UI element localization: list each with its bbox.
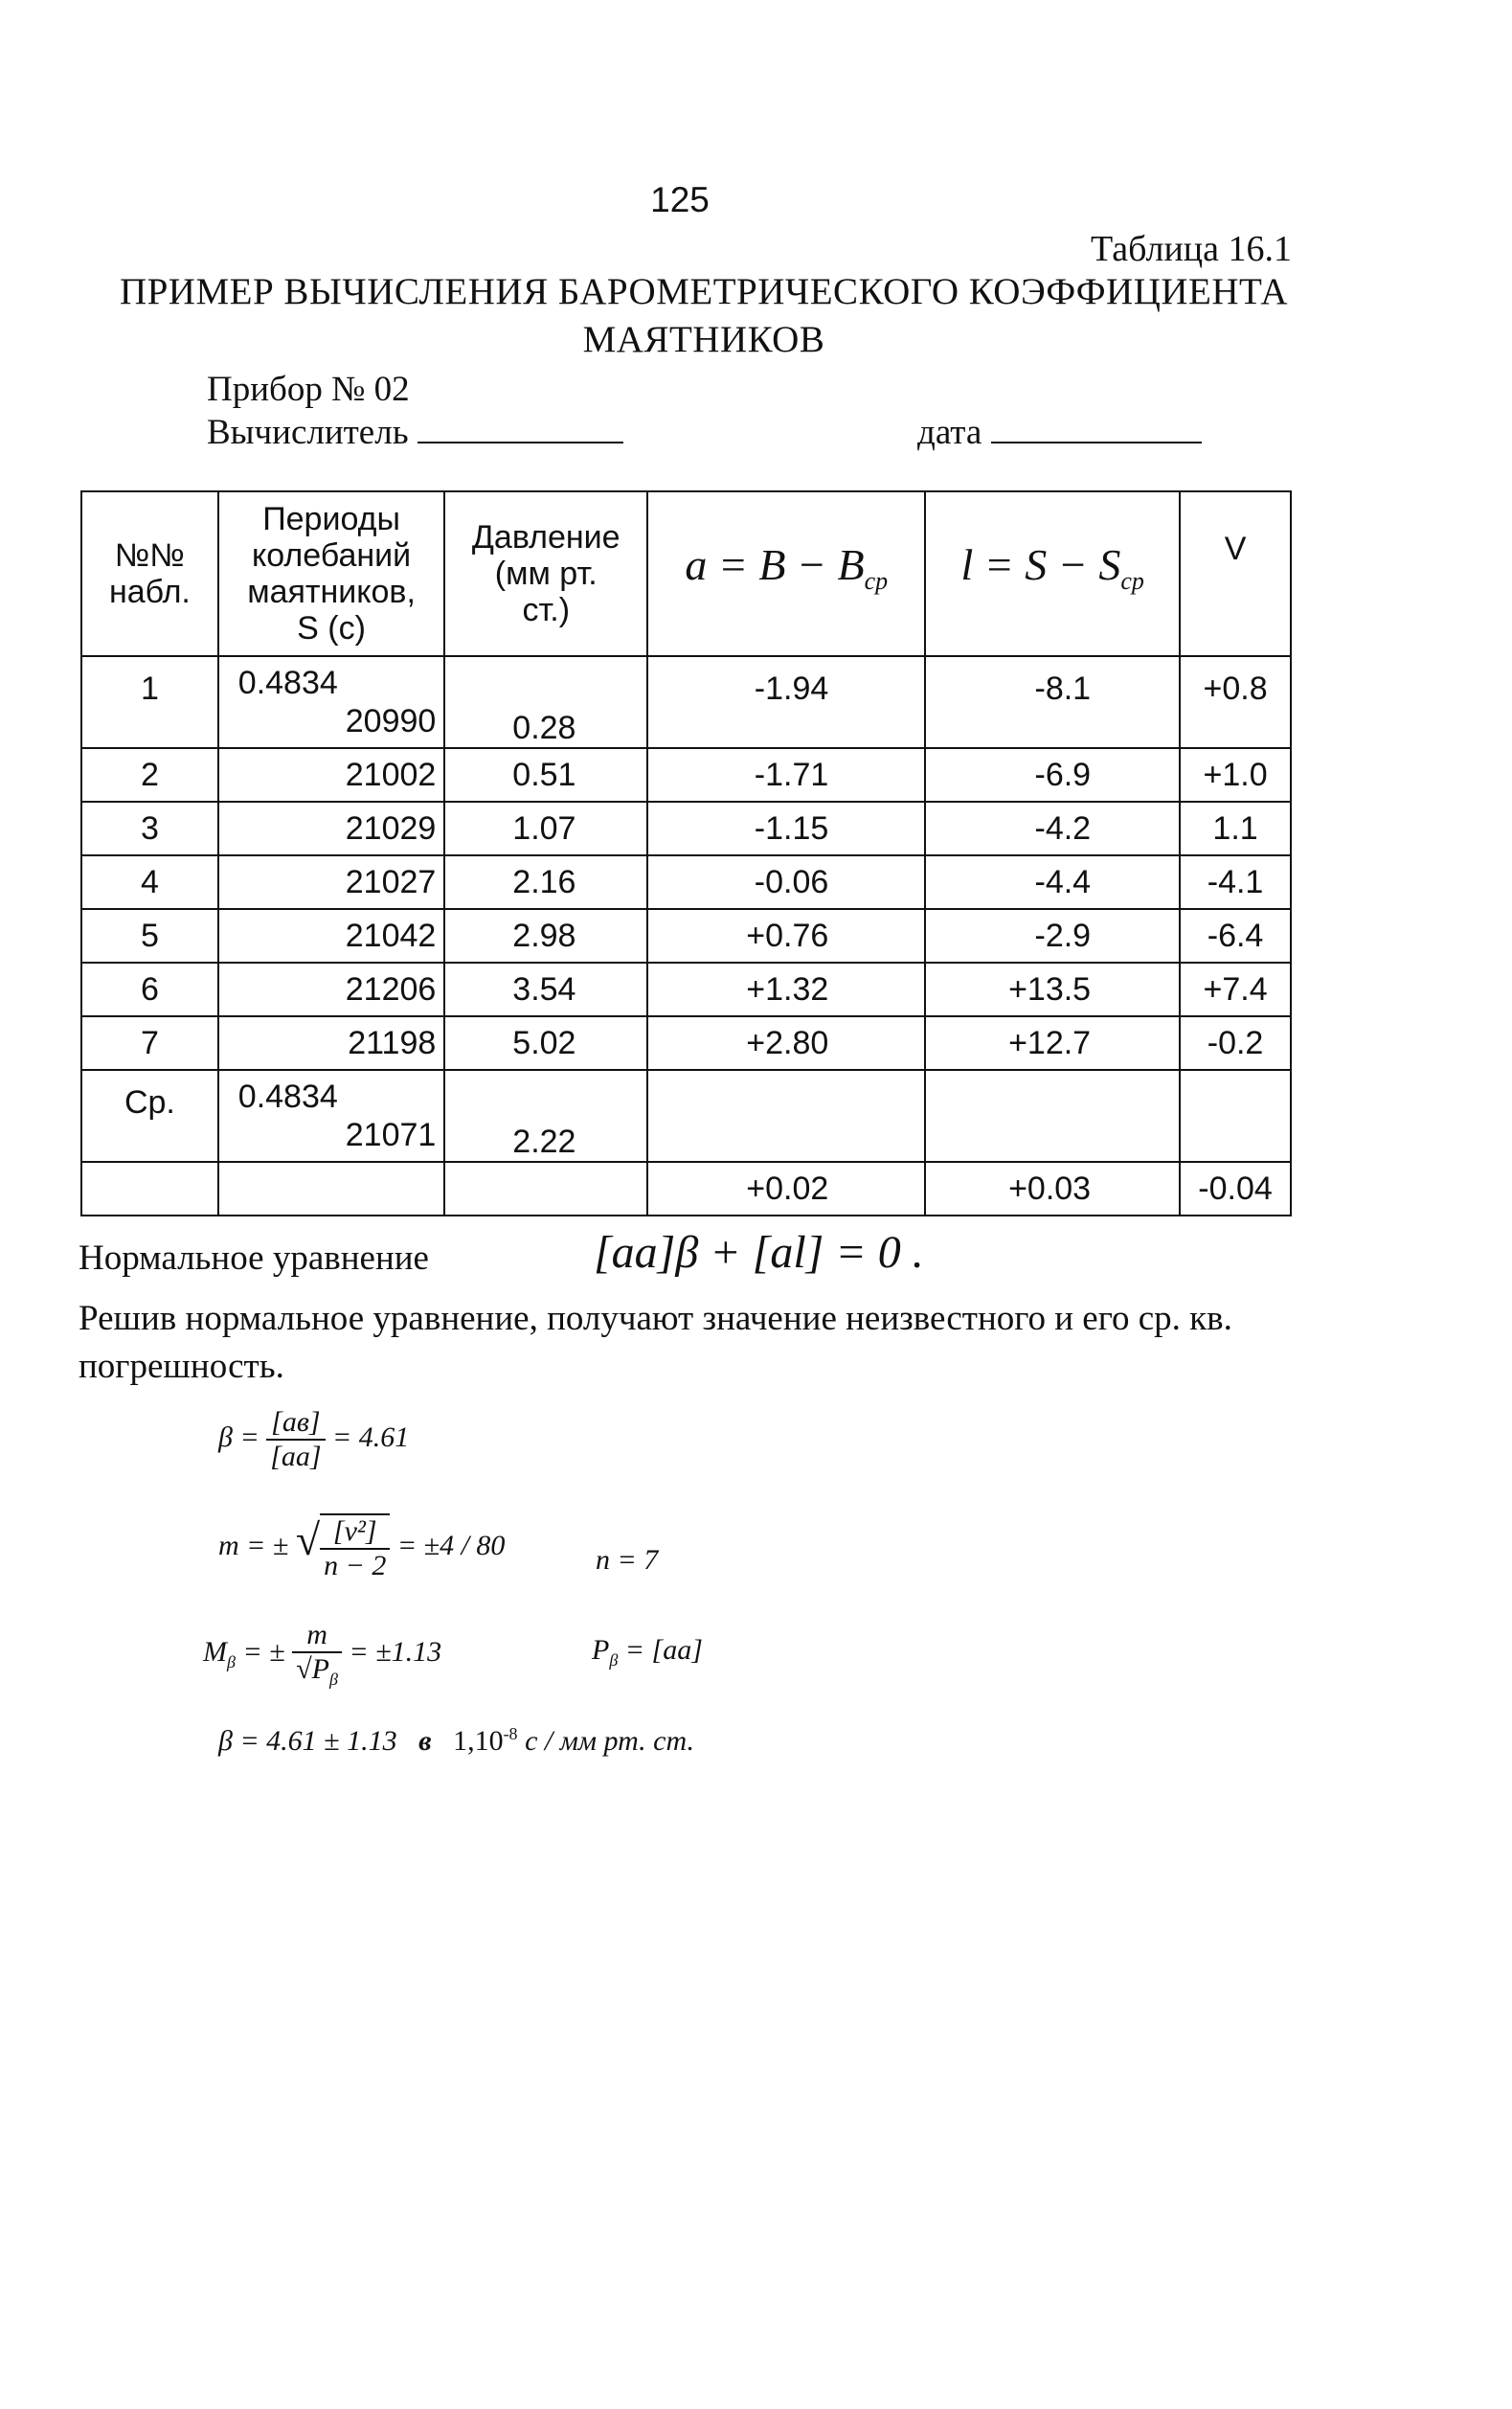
row-num: Ср. [81, 1070, 218, 1162]
row-l: +0.03 [925, 1162, 1180, 1216]
header-num: №№ набл. [81, 491, 218, 656]
row-period: 21027 [218, 855, 445, 909]
row-period: 21042 [218, 909, 445, 963]
normal-equation-formula: [aa]β + [al] = 0 . [594, 1227, 924, 1278]
table-label: Таблица 16.1 [1090, 229, 1292, 269]
row-a: +1.32 [647, 963, 925, 1016]
row-l: -2.9 [925, 909, 1180, 963]
formula-final: β = 4.61 ± 1.13 в $1,10^{-8}$ с / мм рт. ст. [218, 1724, 694, 1757]
header-l-formula: $l = S - S_{ср}$ [925, 491, 1180, 656]
header-pressure: Давление (мм рт. ст.) [444, 491, 647, 656]
barometric-table [80, 490, 1292, 1216]
row-v [1180, 1070, 1291, 1162]
title-line-1: ПРИМЕР ВЫЧИСЛЕНИЯ БАРОМЕТРИЧЕСКОГО КОЭФФИЦИЕНТА [119, 271, 1289, 312]
row-a: -0.06 [647, 855, 925, 909]
table-row-sum [81, 1162, 1291, 1216]
row-period: 21198 [218, 1016, 445, 1070]
row-period [218, 1162, 445, 1216]
row-pressure: 0.28 [444, 656, 647, 748]
row-a: -1.71 [647, 748, 925, 802]
calculator-blank [417, 413, 623, 443]
row-period: 0.4834 20990 [218, 656, 445, 748]
row-l: -4.4 [925, 855, 1180, 909]
title-line-2: МАЯТНИКОВ [582, 319, 825, 360]
m-fraction: $\frac{\text{[v²]}}{n - 2}$ [320, 1513, 390, 1582]
header-period: Периоды колебаний маятников, S (c) [218, 491, 445, 656]
table-row [81, 802, 1291, 855]
page-number: 125 [650, 180, 710, 219]
beta-fraction: $\frac{[ав]}{[aa]}$ [266, 1406, 325, 1473]
row-a: +2.80 [647, 1016, 925, 1070]
row-a: +0.76 [647, 909, 925, 963]
row-num: 7 [81, 1016, 218, 1070]
formula-n: n = 7 [596, 1544, 659, 1576]
row-a: -1.15 [647, 802, 925, 855]
row-l: -4.2 [925, 802, 1180, 855]
row-num: 1 [81, 656, 218, 748]
table-row [81, 1016, 1291, 1070]
table-row [81, 963, 1291, 1016]
row-pressure: 3.54 [444, 963, 647, 1016]
row-v: -0.2 [1180, 1016, 1291, 1070]
row-l: -8.1 [925, 656, 1180, 748]
row-v: 1.1 [1180, 802, 1291, 855]
row-v: -4.1 [1180, 855, 1291, 909]
row-v: +1.0 [1180, 748, 1291, 802]
calculator-field [207, 412, 623, 453]
date-blank [991, 413, 1202, 443]
row-v: +7.4 [1180, 963, 1291, 1016]
formula-beta: β = $\frac{[ав]}{[aa]}$ = 4.61 [218, 1406, 410, 1472]
device-label: Прибор № 02 [207, 370, 410, 409]
formula-P: $P_\beta = [aa]$ [592, 1634, 703, 1670]
solution-text: Решив нормальное уравнение, получают значение неизвестного и его ср. кв. погрешность. [79, 1299, 1232, 1386]
row-period: 21029 [218, 802, 445, 855]
row-pressure [444, 1162, 647, 1216]
row-pressure: 5.02 [444, 1016, 647, 1070]
row-pressure: 1.07 [444, 802, 647, 855]
row-a: -1.94 [647, 656, 925, 748]
row-l: +12.7 [925, 1016, 1180, 1070]
row-period: 21206 [218, 963, 445, 1016]
date-label: дата [917, 413, 982, 452]
row-v: +0.8 [1180, 656, 1291, 748]
row-l: +13.5 [925, 963, 1180, 1016]
row-pressure: 0.51 [444, 748, 647, 802]
table-row [81, 855, 1291, 909]
formula-m: m = ± √ $\frac{\text{[v²]}}{n - 2}$ = ±4 / 80 [218, 1514, 506, 1581]
page-title [86, 268, 1321, 364]
row-num: 5 [81, 909, 218, 963]
table-row [81, 656, 1291, 748]
row-num: 4 [81, 855, 218, 909]
table-row-mean [81, 1070, 1291, 1162]
row-pressure: 2.22 [444, 1070, 647, 1162]
row-num: 2 [81, 748, 218, 802]
row-l [925, 1070, 1180, 1162]
row-a: +0.02 [647, 1162, 925, 1216]
table-header-row [81, 491, 1291, 656]
header-a-formula: $a = B - B_{ср}$ [647, 491, 925, 656]
table-row [81, 748, 1291, 802]
date-field [917, 412, 1202, 453]
formula-M: $M_\beta$ = ± $\frac{m}{√P_\beta}$ = ±1.13 [203, 1619, 442, 1689]
header-v: V [1180, 491, 1291, 656]
row-num: 6 [81, 963, 218, 1016]
sqrt-icon: √ [296, 1653, 312, 1685]
row-num [81, 1162, 218, 1216]
row-num: 3 [81, 802, 218, 855]
normal-equation-label: Нормальное уравнение [79, 1239, 429, 1278]
row-pressure: 2.16 [444, 855, 647, 909]
row-v: -6.4 [1180, 909, 1291, 963]
calculator-label: Вычислитель [207, 413, 409, 452]
sqrt-icon: √ [295, 1514, 321, 1564]
row-a [647, 1070, 925, 1162]
row-period: 0.4834 21071 [218, 1070, 445, 1162]
M-fraction: $\frac{m}{√P_\beta}$ [292, 1619, 342, 1690]
row-l: -6.9 [925, 748, 1180, 802]
table-row [81, 909, 1291, 963]
row-v: -0.04 [1180, 1162, 1291, 1216]
row-pressure: 2.98 [444, 909, 647, 963]
row-period: 21002 [218, 748, 445, 802]
